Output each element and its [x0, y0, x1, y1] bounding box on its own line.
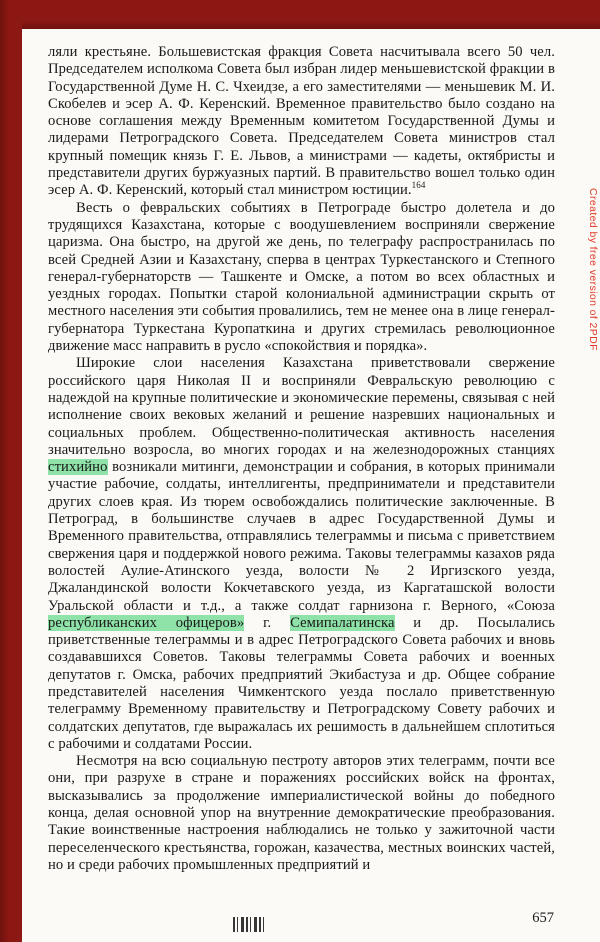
highlighted-text: Семипалатинска: [290, 614, 395, 631]
paragraph: [48, 200, 555, 356]
text-block: [48, 44, 555, 874]
paragraph: [48, 753, 555, 874]
highlighted-text: стихийно: [48, 459, 108, 476]
footnote-ref: 164: [411, 180, 426, 191]
barcode: [233, 917, 266, 932]
text-segment: г.: [244, 614, 291, 631]
paragraph: [48, 44, 555, 200]
text-segment: Широкие слои населения Казахстана приветствовали свержение российского царя Николая II и восприняли Февральскую революцию с надеждой на крупные политические и экономические перемены, связывая с ней исполнение своих вековых желаний и решение назревших национальных и социальных проблем. Общественно-политическая активность населения значительно возросла, во многих городах и на железнодорожных станциях: [48, 355, 555, 458]
text-segment: возникали митинги, демонстрации и собрания, в которых принимали участие рабочие, солдаты, интеллигенты, предприниматели и представители других слоев края. Из тюрем освобождались политические заключенные. В Петроград, в большинстве случаев в адрес Государственной Думы и Временного правительства, отправлялись телеграммы и письма с приветствием свержения царя и поддержкой нового режима. Таковы телеграммы казахов ряда волостей Аулие-Атинского уезда, волости № 2 Иргизского уезда, Джаландинской волости Кокчетавского уезда, из Каргаташской волости Уральской области и т.д., а также солдат гарнизона г. Верного, «Союза: [48, 459, 555, 614]
text-segment: ляли крестьяне. Большевистская фракция Совета насчитывала всего 50 чел. Председателем исполкома Совета был избран лидер меньшевистской фракции в Государственной Думе Н. С. Чхеидзе, а его заместителями — меньшевик М. И. Скобелев и эсер А. Ф. Керенский. Временное правительство было создано на основе соглашения между Временным комитетом Государственной Думы и лидерами Петроградского Совета. Председателем Совета министров стал крупный помещик князь Г. Е. Львов, а министрами — кадеты, октябристы и представители других буржуазных партий. В правительство вошел только один эсер А. Ф. Керенский, который стал министром юстиции.: [48, 44, 555, 199]
text-segment: Весть о февральских событиях в Петрограде быстро долетела и до трудящихся Казахстана, которые с воодушевлением восприняли свержение царизма. Она быстро, на другой же день, по телеграфу распространилась по всей Средней Азии и Казахстану, сперва в центрах Туркестанского и Степного генерал-губернаторств — Ташкенте и Омске, а потом во всех областных и уездных городах. Попытки старой колониальной администрации скрыть от местного населения эти события провалились, тем не менее она в лице генерал-губернатора Туркестана Куропаткина и других стремилась революционное движение масс направить в русло «спокойствия и порядка».: [48, 199, 555, 355]
page-number: 657: [532, 910, 554, 926]
highlighted-text: республиканских офицеров»: [48, 614, 245, 631]
book-edge-top: [0, 0, 600, 29]
paragraph: [48, 355, 555, 753]
text-segment: и др. Посылались приветственные телеграммы и в адрес Петроградского Совета рабочих и вновь создававшихся Советов. Таковы телеграммы Совета рабочих и военных депутатов г. Омска, рабочих предприятий Экибастуза и др. Общее собрание представителей населения Чимкентского уезда послало приветственную телеграмму Временному правительству и Петроградскому Совету рабочих и солдатских депутатов, где выражалась их решимость в дальнейшем сплотиться с рабочими и солдатами России.: [48, 614, 556, 752]
watermark-text: Created by free version of 2PDF: [587, 188, 599, 351]
book-edge-left: [0, 0, 22, 942]
text-segment: Несмотря на всю социальную пестроту авторов этих телеграмм, почти все они, при разрухе в стране и поражениях российских войск на фронтах, высказывались за продолжение империалистической войны до победного конца, делая основной упор на внутренние демократические преобразования. Такие воинственные настроения наблюдались не только у зажиточной части переселенческого крестьянства, горожан, казачества, местных воинских частей, но и среди рабочих промышленных предприятий и: [48, 753, 555, 873]
